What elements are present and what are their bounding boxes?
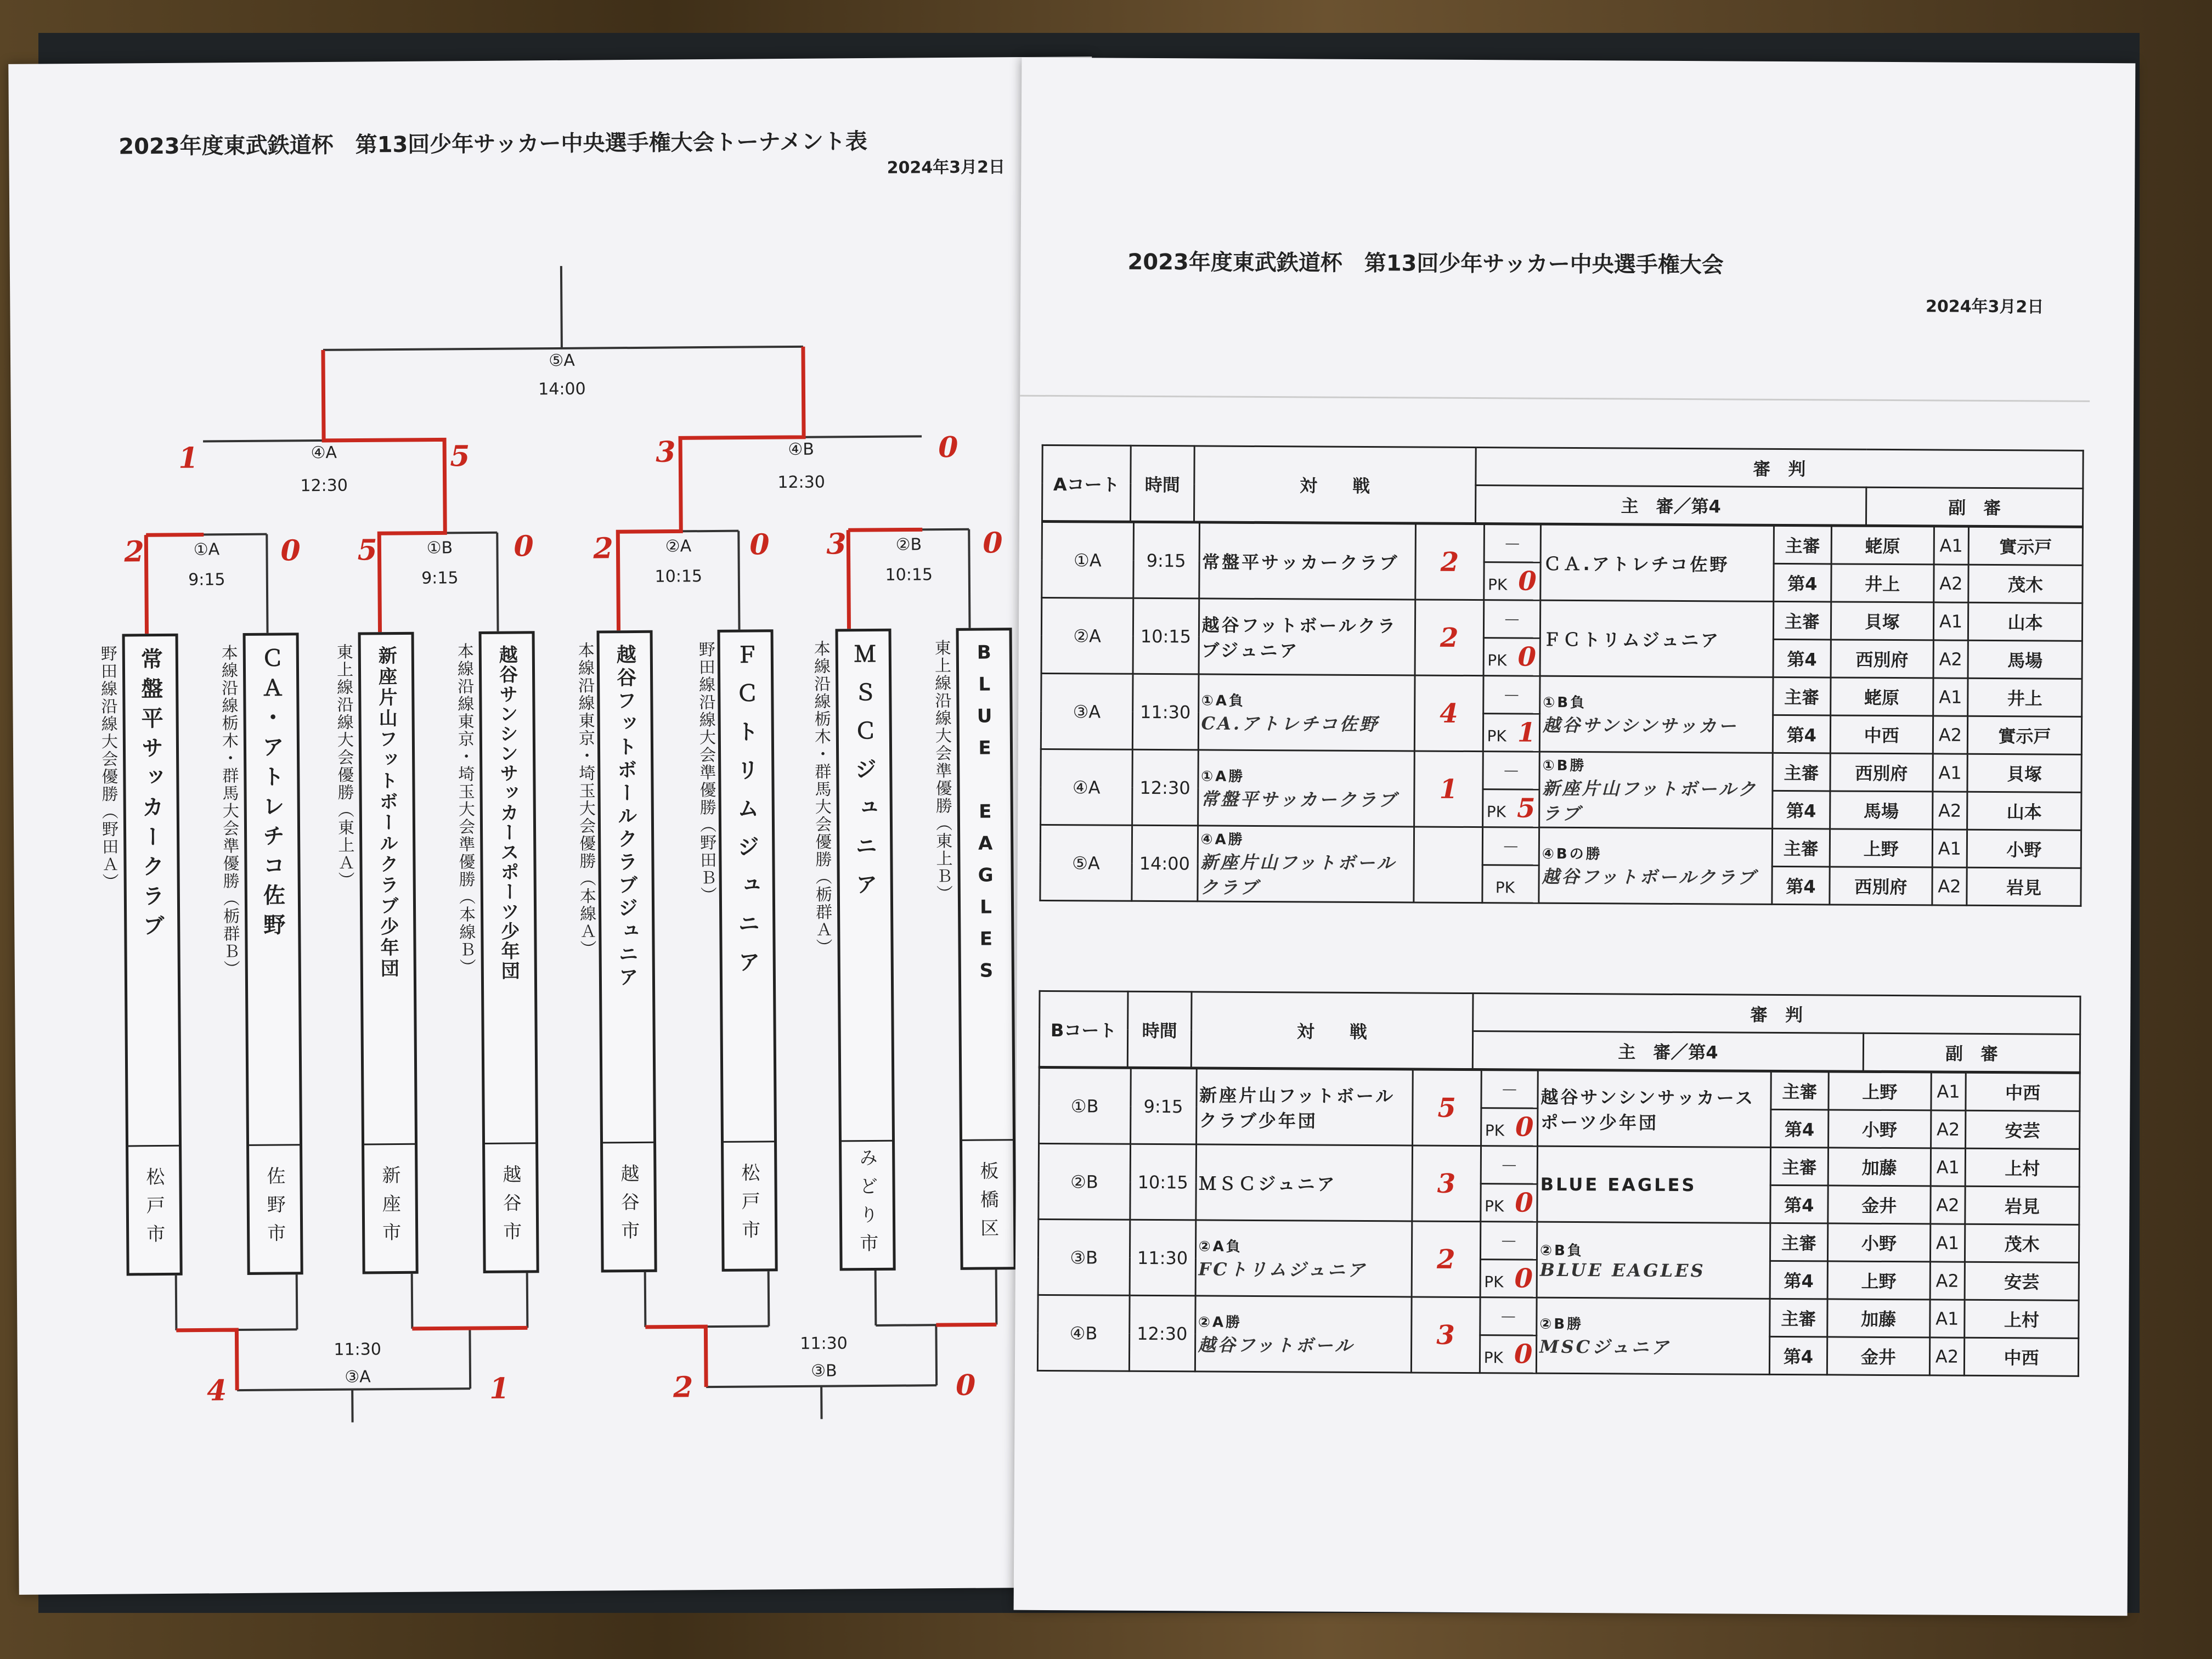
home-note: ②A勝	[1198, 1314, 1243, 1331]
r3-a-score-right: 1	[489, 1372, 510, 1406]
home-note	[1199, 1170, 1409, 1171]
fourth-label: 第4	[1770, 1261, 1827, 1299]
home-note	[1202, 611, 1412, 612]
home-name: FCトリムジュニア	[1198, 1259, 1368, 1281]
team-name: 越谷サンシンサッカースポーツ少年団	[495, 645, 520, 981]
away-team	[1538, 1070, 1771, 1147]
home-team	[1195, 1144, 1412, 1221]
schedule-title: 2023年度東武鉄道杯 第13回少年サッカー中央選手権大会	[1127, 249, 1724, 278]
home-team	[1195, 1296, 1412, 1373]
main-label: 主審	[1770, 1299, 1827, 1337]
pk-text: PK	[1484, 1197, 1504, 1216]
away-score-value: 0	[1514, 1339, 1533, 1370]
semi-b-time: 12:30	[777, 472, 825, 493]
home-score	[1414, 827, 1483, 903]
r2-a-score-left: 2	[593, 532, 613, 566]
r3-b-score-right: 0	[955, 1368, 976, 1402]
away-name: ＣＡ.アトレチコ佐野	[1543, 553, 1730, 575]
asst2-ref: 安芸	[1965, 1262, 2079, 1300]
r1-a-label: ①A	[193, 540, 220, 560]
away-team	[1539, 827, 1773, 904]
asst1-ref: 井上	[1968, 678, 2082, 716]
a1-label: A1	[1930, 1300, 1965, 1338]
home-note: ②A負	[1198, 1238, 1243, 1255]
main-label: 主審	[1773, 753, 1830, 791]
dash: －	[1480, 1222, 1537, 1260]
pk-text: PK	[1484, 1273, 1504, 1291]
pk-label	[1484, 562, 1541, 601]
home-score	[1415, 600, 1484, 676]
team-box-8	[956, 628, 1017, 1270]
fourth-label: 第4	[1772, 866, 1830, 905]
fourth-ref: 西別府	[1829, 867, 1932, 905]
main-ref: 西別府	[1830, 753, 1933, 792]
a2-label: A2	[1933, 640, 1968, 678]
asst1-ref: 上村	[1965, 1148, 2079, 1187]
home-note: ①A勝	[1201, 768, 1245, 785]
pk-label	[1481, 1108, 1537, 1147]
home-score-value: 2	[1436, 1244, 1455, 1275]
match-id: ③A	[1041, 673, 1132, 749]
asst2-ref: 山本	[1967, 792, 2081, 830]
away-name: 新座片山フットボールクラブ	[1542, 777, 1758, 825]
main-label: 主審	[1774, 526, 1831, 564]
asst1-ref: 中西	[1966, 1073, 2080, 1111]
away-note	[1541, 1083, 1768, 1084]
r2-b-score-left: 3	[826, 527, 847, 561]
home-team	[1196, 1069, 1413, 1146]
team-box-7	[836, 629, 896, 1271]
team-name: 新座片山フットボールクラブ少年団	[375, 646, 399, 980]
asst2-ref: 馬場	[1968, 640, 2082, 679]
pk-text: PK	[1486, 803, 1506, 821]
home-score-value: 4	[1440, 698, 1458, 729]
main-ref: 小野	[1827, 1223, 1931, 1262]
team-box-5	[597, 630, 657, 1273]
main-ref: 蛯原	[1830, 678, 1933, 716]
a1-label: A1	[1931, 1073, 1966, 1110]
away-score-value: 0	[1518, 566, 1537, 597]
pk-label	[1480, 1335, 1536, 1374]
main-label: 主審	[1772, 828, 1830, 867]
main-label: 主審	[1774, 601, 1831, 640]
asst1-ref: 上村	[1965, 1300, 2079, 1338]
dash: －	[1480, 1297, 1537, 1336]
home-score-value: 1	[1439, 774, 1458, 805]
away-score-value: 0	[1517, 641, 1537, 673]
ref-asst-header: 副 審	[1864, 1033, 2080, 1072]
court-b-rows	[1037, 1067, 2081, 1377]
r1-a-score-right: 0	[280, 534, 301, 568]
match-time: 10:15	[1130, 1144, 1196, 1220]
main-label: 主審	[1773, 677, 1831, 715]
team-name: BLUE EAGLES	[973, 641, 998, 992]
away-team	[1537, 1222, 1770, 1299]
asst2-ref: 實示戸	[1967, 716, 2081, 754]
r1-b-label: ①B	[426, 538, 453, 558]
fourth-ref: 西別府	[1831, 640, 1934, 678]
team-name: ＦＣトリムジュニア	[732, 643, 760, 989]
home-name: 新座片山フットボールクラブ少年団	[1199, 1084, 1396, 1132]
pk-label	[1482, 789, 1539, 828]
team-4-qualifier: 本線沿線東京・埼玉大会準優勝（本線Ｂ）	[454, 642, 476, 977]
match-row	[1038, 1295, 2079, 1338]
fourth-ref: 馬場	[1830, 791, 1933, 830]
away-note	[1544, 550, 1771, 551]
match-time: 11:30	[1130, 1220, 1196, 1296]
home-score-value: 2	[1440, 622, 1459, 653]
court-b-table	[1039, 990, 2081, 1073]
a1-label: A1	[1933, 602, 1968, 640]
asst2-ref: 岩見	[1967, 867, 2081, 906]
home-score	[1411, 1297, 1480, 1373]
away-score-value: 0	[1515, 1111, 1534, 1143]
fourth-label: 第4	[1773, 715, 1830, 753]
pk-text: PK	[1487, 575, 1508, 594]
semi-a-label: ④A	[311, 443, 337, 463]
team-city: 越谷市	[603, 1142, 654, 1270]
fourth-label: 第4	[1771, 1109, 1829, 1148]
fourth-label: 第4	[1773, 791, 1830, 829]
home-score-value: 3	[1436, 1319, 1455, 1351]
team-city: 松戸市	[128, 1145, 180, 1273]
r3-b-label: ③B	[811, 1361, 837, 1381]
main-label: 主審	[1771, 1071, 1829, 1110]
asst1-ref: 貝塚	[1967, 754, 2081, 792]
fourth-ref: 上野	[1827, 1261, 1931, 1300]
a1-label: A1	[1930, 1224, 1965, 1262]
match-row	[1038, 1219, 2079, 1262]
home-team	[1199, 599, 1415, 675]
dash: －	[1483, 752, 1539, 790]
away-team	[1537, 1146, 1771, 1223]
pk-text: PK	[1487, 651, 1507, 670]
home-team	[1198, 674, 1415, 751]
home-score	[1412, 1221, 1481, 1297]
away-note: ②B勝	[1539, 1316, 1584, 1333]
home-team	[1198, 750, 1414, 827]
schedule-sheet	[1014, 58, 2136, 1616]
team-3-qualifier: 東上線沿線大会優勝（東上Ａ）	[333, 643, 354, 889]
r3-a-score-left: 4	[206, 1374, 227, 1408]
team-city: 越谷市	[485, 1142, 537, 1271]
home-note: ④A勝	[1200, 831, 1245, 848]
team-8-qualifier: 東上線沿線大会準優勝（東上Ｂ）	[931, 639, 952, 903]
team-box-2	[243, 633, 303, 1275]
away-name: 越谷フットボールクラブ	[1542, 866, 1758, 888]
semi-b-label: ④B	[788, 439, 815, 460]
main-label: 主審	[1770, 1223, 1828, 1261]
home-score-value: 3	[1437, 1168, 1456, 1199]
team-box-3	[358, 632, 419, 1274]
r1-b-time: 9:15	[421, 568, 459, 588]
ref-asst-header: 副 審	[1866, 487, 2083, 526]
match-id: ③B	[1038, 1219, 1130, 1295]
semi-a-time: 12:30	[300, 476, 348, 496]
r2-b-time: 10:15	[885, 565, 933, 585]
away-note	[1543, 625, 1770, 627]
match-time: 10:15	[1133, 598, 1199, 674]
home-team	[1199, 523, 1415, 600]
r1-b-score-right: 0	[514, 529, 534, 563]
team-box-4	[479, 631, 539, 1273]
pk-text: PK	[1483, 1348, 1503, 1367]
away-name: ＦＣトリムジュニア	[1543, 629, 1721, 651]
a1-label: A1	[1931, 1148, 1965, 1186]
dash: －	[1483, 600, 1540, 639]
main-ref: 加藤	[1827, 1299, 1930, 1338]
final-label: ⑤A	[549, 351, 575, 371]
away-team	[1539, 752, 1773, 828]
match-row	[1041, 749, 2081, 792]
home-name: 常盤平サッカークラブ	[1200, 788, 1398, 811]
main-ref: 上野	[1830, 829, 1933, 867]
match-row	[1042, 522, 2083, 565]
pk-label	[1481, 1184, 1537, 1222]
team-name: ＣＡ・アトレチコ佐野	[258, 646, 285, 943]
away-score-value: 0	[1515, 1187, 1533, 1218]
home-name: 越谷フットボール	[1198, 1334, 1355, 1356]
team-box-1	[122, 634, 183, 1276]
pk-label	[1483, 714, 1539, 752]
match-id: ④B	[1037, 1295, 1129, 1371]
team-city: 佐野市	[249, 1144, 301, 1272]
main-ref: 蛯原	[1831, 526, 1934, 565]
semi-b-score-left: 3	[656, 435, 676, 469]
a2-label: A2	[1933, 716, 1967, 754]
a2-label: A2	[1931, 1186, 1965, 1224]
main-ref: 貝塚	[1831, 602, 1934, 640]
pk-label	[1482, 865, 1539, 904]
court-a-table	[1041, 444, 2084, 527]
bracket-title: 2023年度東武鉄道杯 第13回少年サッカー中央選手権大会トーナメント表	[119, 129, 868, 160]
match-id: ④A	[1041, 749, 1132, 825]
pk-text: PK	[1495, 878, 1515, 897]
r2-a-time: 10:15	[654, 567, 703, 586]
match-time: 9:15	[1133, 522, 1199, 599]
asst2-ref: 岩見	[1965, 1186, 2079, 1224]
asst2-ref: 中西	[1964, 1338, 2078, 1376]
asst1-ref: 小野	[1967, 830, 2081, 868]
home-team	[1197, 826, 1414, 902]
match-row	[1040, 825, 2081, 868]
main-label: 主審	[1770, 1147, 1828, 1186]
match-row	[1041, 673, 2082, 716]
r3-a-time: 11:30	[334, 1340, 382, 1359]
dash: －	[1483, 676, 1540, 714]
a2-label: A2	[1932, 792, 1967, 830]
home-name: 越谷フットボールクラブジュニア	[1201, 614, 1398, 661]
r1-a-score-left: 2	[124, 535, 144, 569]
r2-a-score-right: 0	[749, 528, 770, 562]
dash: －	[1482, 827, 1539, 866]
match-header: 対 戦	[1191, 992, 1472, 1069]
fourth-label: 第4	[1770, 1336, 1827, 1375]
a1-label: A1	[1932, 830, 1967, 867]
team-city: 松戸市	[724, 1141, 775, 1269]
pk-text: PK	[1487, 727, 1506, 746]
team-2-qualifier: 本線沿線栃木・群馬大会準優勝（栃群Ｂ）	[218, 644, 240, 978]
r2-b-label: ②B	[895, 535, 922, 555]
fourth-ref: 金井	[1827, 1337, 1930, 1375]
asst1-ref: 茂木	[1965, 1224, 2079, 1262]
fourth-ref: 井上	[1831, 564, 1934, 602]
match-time: 11:30	[1132, 674, 1199, 750]
a1-label: A1	[1933, 678, 1968, 716]
home-name: 常盤平サッカークラブ	[1202, 551, 1400, 573]
semi-b-score-right: 0	[938, 430, 958, 465]
fourth-label: 第4	[1774, 563, 1831, 602]
ref-main-header: 主 審／第4	[1472, 1031, 1864, 1071]
home-team	[1195, 1220, 1412, 1297]
away-name: 越谷サンシンサッカースポーツ少年団	[1541, 1086, 1756, 1133]
a1-label: A1	[1934, 527, 1968, 565]
away-note: ②B負	[1539, 1242, 1584, 1260]
home-score	[1414, 751, 1483, 827]
dash: －	[1481, 1146, 1537, 1184]
match-time: 9:15	[1130, 1068, 1197, 1144]
home-note	[1199, 1081, 1409, 1082]
away-name: BLUE EAGLES	[1539, 1259, 1706, 1282]
asst1-ref: 實示戸	[1968, 527, 2083, 565]
a1-label: A1	[1933, 754, 1967, 792]
time-header: 時間	[1130, 445, 1194, 522]
r3-b-score-left: 2	[673, 1370, 693, 1404]
home-name: ＭＳＣジュニア	[1199, 1172, 1337, 1195]
semi-a-score-right: 5	[450, 439, 470, 473]
team-6-qualifier: 野田線沿線大会準優勝（野田Ｂ）	[695, 640, 717, 905]
away-name: 越谷サンシンサッカー	[1542, 714, 1739, 737]
match-id: ②B	[1039, 1143, 1130, 1220]
match-id: ⑤A	[1040, 825, 1132, 901]
court-a-header: Aコート	[1042, 445, 1131, 521]
final-time: 14:00	[538, 379, 586, 399]
team-city: 板橋区	[962, 1139, 1014, 1267]
home-note: ①A負	[1201, 692, 1246, 709]
home-score	[1414, 675, 1483, 752]
dash: －	[1481, 1070, 1538, 1109]
divider	[1020, 395, 2090, 402]
main-ref: 加藤	[1828, 1148, 1931, 1186]
away-name: MSCジュニア	[1539, 1336, 1671, 1358]
match-id: ②A	[1041, 597, 1133, 674]
fourth-ref: 中西	[1830, 715, 1933, 754]
home-score	[1415, 524, 1484, 600]
fourth-label: 第4	[1770, 1185, 1828, 1223]
pk-label	[1483, 638, 1540, 676]
fourth-label: 第4	[1773, 639, 1831, 678]
a2-label: A2	[1931, 1110, 1965, 1148]
home-score	[1412, 1146, 1481, 1222]
away-note: ①B勝	[1542, 757, 1587, 775]
match-row	[1039, 1068, 2080, 1111]
a2-label: A2	[1929, 1338, 1964, 1375]
a2-label: A2	[1934, 565, 1968, 602]
bracket-sheet	[8, 57, 1102, 1595]
away-team	[1541, 524, 1774, 601]
home-name: CA.アトレチコ佐野	[1201, 713, 1379, 735]
home-name: 新座片山フットボールクラブ	[1200, 851, 1397, 898]
team-name: 常盤平サッカークラブ	[137, 647, 165, 944]
home-note	[1202, 548, 1412, 549]
r1-b-score-left: 5	[357, 533, 377, 567]
away-score-value: 0	[1514, 1263, 1533, 1294]
match-id: ①A	[1042, 522, 1133, 598]
ref-main-header: 主 審／第4	[1475, 486, 1866, 526]
match-time: 12:30	[1129, 1295, 1195, 1372]
dash: －	[1484, 524, 1541, 563]
team-city: 新座市	[364, 1143, 416, 1272]
asst2-ref: 茂木	[1968, 565, 2083, 603]
ref-header: 審 判	[1472, 994, 2080, 1035]
r1-a-time: 9:15	[188, 570, 225, 590]
away-score-value: 5	[1516, 793, 1536, 824]
time-header: 時間	[1127, 991, 1192, 1068]
court-b-header: Bコート	[1039, 991, 1128, 1067]
a2-label: A2	[1932, 867, 1967, 905]
team-7-qualifier: 本線沿線栃木・群馬大会優勝（栃群Ａ）	[810, 640, 832, 956]
away-note: ④Bの勝	[1542, 845, 1602, 863]
home-score	[1412, 1070, 1481, 1146]
court-a-rows	[1039, 521, 2084, 907]
pk-label	[1480, 1260, 1537, 1298]
r3-b-time: 11:30	[800, 1334, 848, 1353]
away-team	[1539, 676, 1773, 753]
away-note: ①B負	[1543, 694, 1587, 712]
a2-label: A2	[1930, 1262, 1965, 1300]
away-score-value: 1	[1517, 717, 1536, 748]
pk-text: PK	[1485, 1121, 1505, 1140]
semi-a-score-left: 1	[178, 441, 199, 475]
team-5-qualifier: 本線沿線東京・埼玉大会優勝（本線Ａ）	[574, 641, 596, 958]
team-name: ＭＳＣジュニア	[850, 642, 878, 912]
home-score-value: 2	[1440, 546, 1459, 578]
team-box-6	[718, 629, 778, 1272]
home-score-value: 5	[1437, 1092, 1457, 1124]
match-id: ①B	[1039, 1068, 1131, 1144]
team-city: みどり市	[842, 1140, 893, 1268]
fourth-ref: 金井	[1827, 1186, 1931, 1224]
main-ref: 上野	[1829, 1072, 1932, 1110]
match-row	[1041, 597, 2082, 641]
match-time: 14:00	[1131, 825, 1198, 901]
asst1-ref: 山本	[1968, 602, 2082, 641]
asst2-ref: 安芸	[1966, 1110, 2080, 1149]
r3-a-label: ③A	[345, 1367, 371, 1387]
fourth-ref: 小野	[1828, 1110, 1931, 1148]
bracket-date: 2024年3月2日	[887, 157, 1006, 178]
match-row	[1039, 1143, 2079, 1187]
team-name: 越谷フットボールクラブジュニア	[613, 644, 639, 990]
schedule-date: 2024年3月2日	[1925, 297, 2044, 317]
away-team	[1536, 1297, 1770, 1374]
away-team	[1540, 600, 1774, 677]
r2-b-score-right: 0	[983, 526, 1003, 560]
ref-header: 審 判	[1475, 448, 2083, 489]
away-name: BLUE EAGLES	[1540, 1173, 1697, 1195]
match-header: 対 戦	[1194, 446, 1475, 523]
match-time: 12:30	[1132, 749, 1198, 826]
team-1-qualifier: 野田線沿線大会優勝（野田Ａ）	[97, 645, 119, 891]
r2-a-label: ②A	[665, 537, 692, 556]
